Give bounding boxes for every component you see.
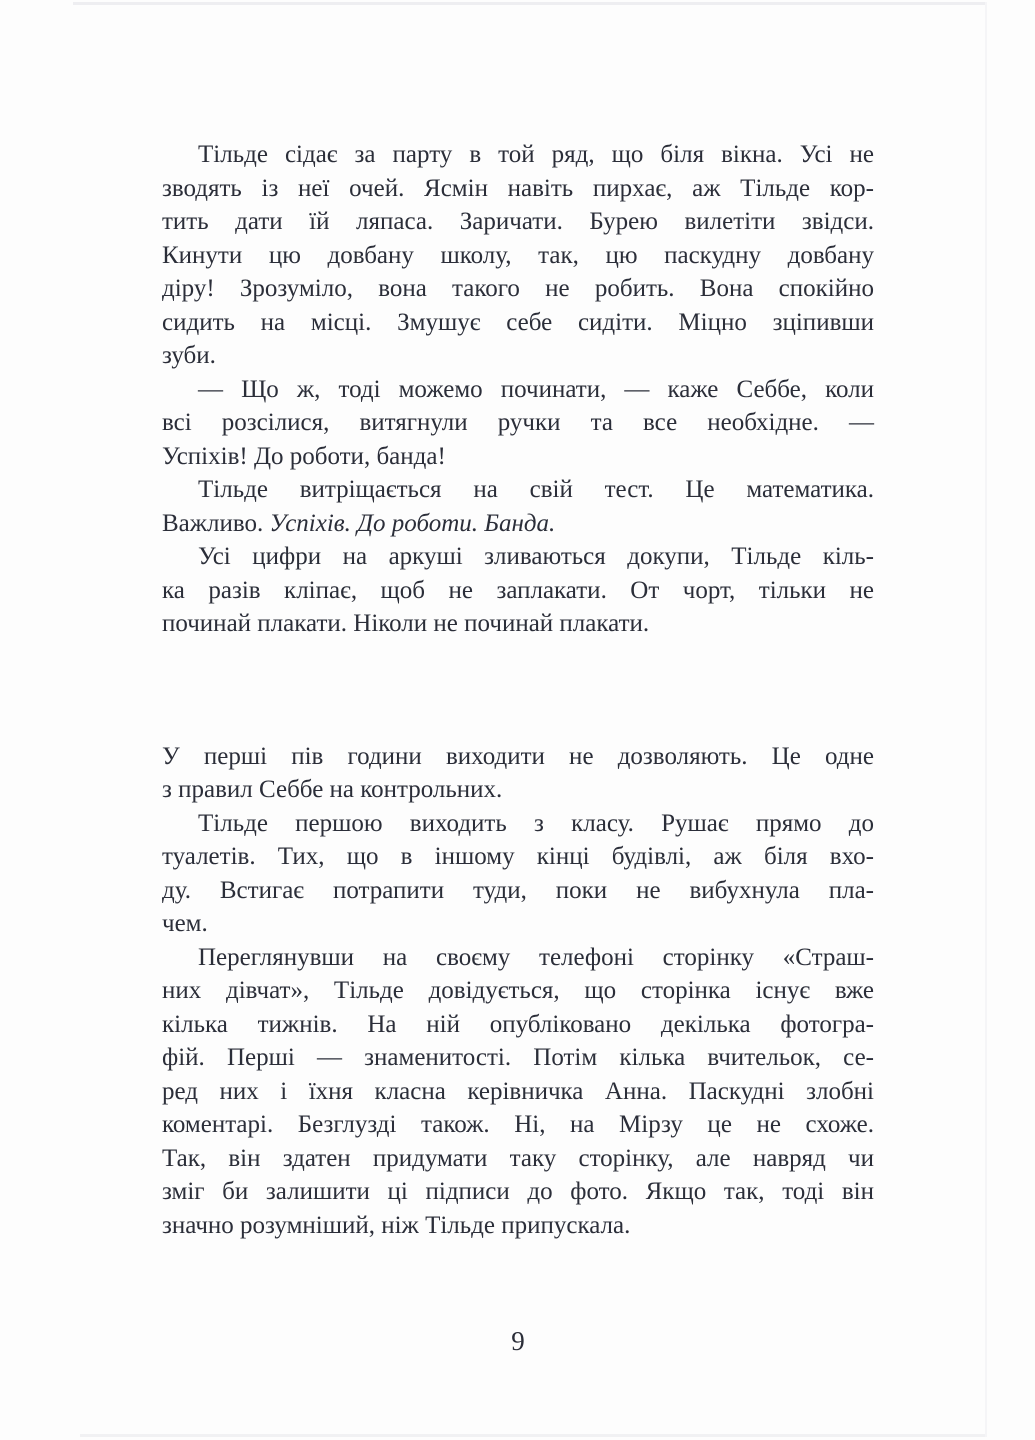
text-line: всі розсілися, витягнули ручки та все необхідне. —: [162, 409, 874, 436]
paragraph-2: [162, 373, 874, 474]
scan-edge-top: [73, 2, 987, 5]
text-line: кілька тижнів. На ній опубліковано декілька фотогра-: [162, 1010, 874, 1038]
text-run-italic: Успіхів. До роботи. Банда.: [269, 509, 556, 537]
text-line: Успіхів! До роботи, банда!: [162, 442, 446, 470]
paragraph-6: [162, 807, 874, 941]
text-line: з правил Себбе на контрольних.: [162, 776, 503, 803]
text-line: зуби.: [162, 342, 216, 369]
text-line: У перші пів години виходити не дозволяють. Це одне: [162, 742, 874, 770]
text-line: Кинути цю довбану школу, так, цю паскудну довбану: [162, 241, 874, 269]
text-line: коментарі. Безглузді також. Ні, на Мірзу це не схоже.: [162, 1111, 874, 1138]
paragraph-4: [162, 540, 874, 641]
text-line: починай плакати. Ніколи не починай плакати.: [162, 610, 650, 637]
text-line: ду. Встигає потрапити туди, поки не вибухнула пла-: [162, 876, 874, 904]
text-line: зміг би залишити ці підписи до фото. Якщо так, тоді він: [162, 1178, 874, 1205]
text-line: Тільде сідає за парту в той ряд, що біля вікна. Усі не: [198, 141, 874, 168]
text-line: значно розумніший, ніж Тільде припускала.: [162, 1211, 631, 1239]
text-line: Тільде витріщається на свій тест. Це математика.: [198, 476, 874, 503]
text-line: Переглянувши на своєму телефоні сторінку «Страш-: [198, 943, 874, 971]
text-line: зводять із неї очей. Ясмін навіть пирхає, аж Тільде кор-: [162, 174, 874, 202]
text-line: ка разів кліпає, щоб не заплакати. От чорт, тільки не: [162, 576, 874, 604]
paragraph-7: [162, 941, 874, 1243]
text-line: чем.: [162, 910, 208, 937]
text-line: Усі цифри на аркуші зливаються докупи, Тільде кіль-: [198, 543, 874, 570]
text-line: них дівчат», Тільде довідується, що сторінка існує вже: [162, 977, 874, 1004]
text-line: туалетів. Тих, що в іншому кінці будівлі, аж біля вхо-: [162, 843, 874, 870]
text-line: — Що ж, тоді можемо починати, — каже Себбе, коли: [198, 375, 874, 403]
paragraph-3: [162, 473, 874, 540]
page-number: 9: [511, 1326, 525, 1356]
text-run-regular: Важливо.: [162, 509, 270, 537]
scan-edge-bottom: [80, 1434, 987, 1437]
paragraph-1: [162, 138, 874, 373]
text-line: тить дати їй ляпаса. Заричати. Бурею вилетіти звідси.: [162, 208, 874, 235]
text-line: фій. Перші — знаменитості. Потім кілька вчительок, се-: [162, 1044, 874, 1071]
paragraph-5: [162, 740, 874, 807]
scene-break: [162, 641, 874, 740]
text-line: Так, він здатен придумати таку сторінку, але навряд чи: [162, 1144, 874, 1172]
scan-edge-right: [985, 2, 987, 1437]
text-line: ред них і їхня класна керівничка Анна. Паскудні злобні: [162, 1077, 874, 1105]
page-text: [162, 138, 874, 1242]
text-line: сидить на місці. Змушує себе сидіти. Міцно зціпивши: [162, 308, 874, 336]
text-line: Тільде першою виходить з класу. Рушає прямо до: [198, 809, 874, 837]
text-line: [162, 507, 874, 541]
text-line: діру! Зрозуміло, вона такого не робить. Вона спокійно: [162, 275, 874, 302]
